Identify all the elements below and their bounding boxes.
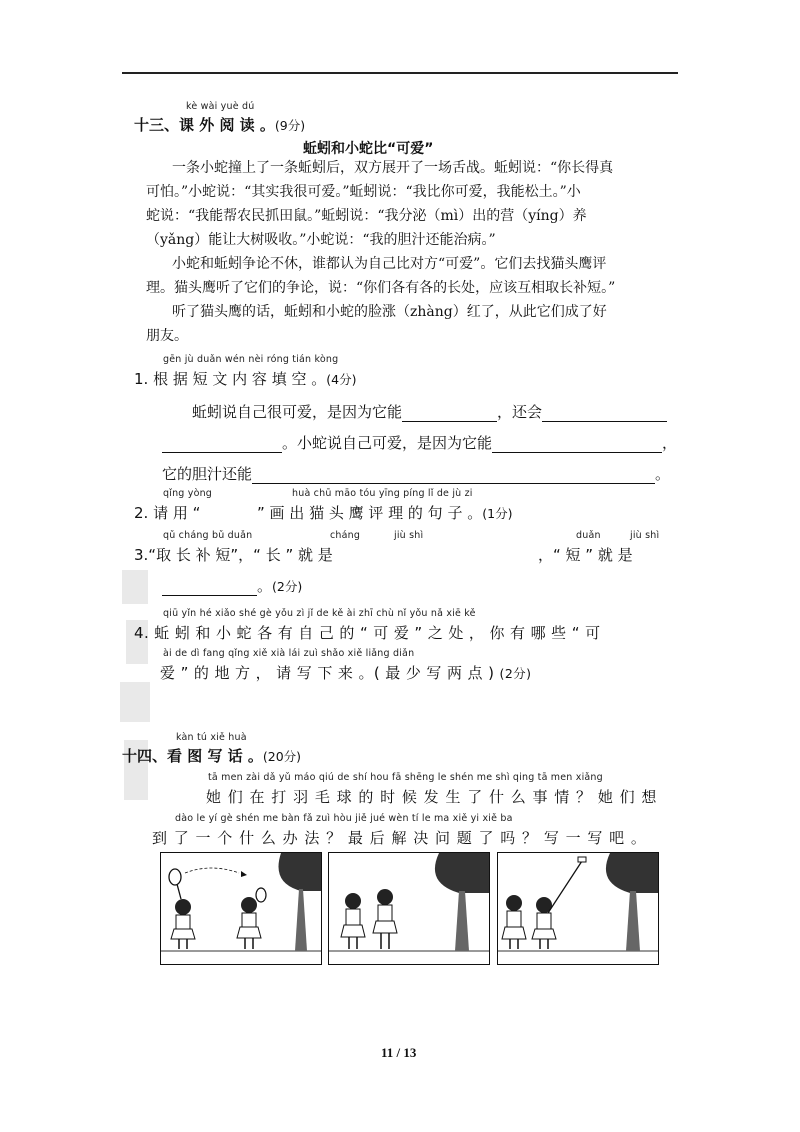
story-line-7: 听了猫头鹰的话，蚯蚓和小蛇的脸涨（zhàng）红了，从此它们成了好 xyxy=(172,304,607,320)
q2-points: (1分) xyxy=(482,506,513,521)
q3-points: (2分) xyxy=(272,579,303,594)
story-line-6: 理。猫头鹰听了它们的争论，说：“你们各有各的长处，应该互相取长补短。” xyxy=(146,280,616,296)
top-rule xyxy=(122,72,678,74)
q1-pinyin: gēn jù duǎn wén nèi róng tián kòng xyxy=(163,354,339,365)
q1-blank-3[interactable] xyxy=(162,436,282,453)
q1-line1b: ，还会 xyxy=(497,403,543,421)
q1-line3b: 。 xyxy=(655,465,671,483)
q3-blank-2[interactable] xyxy=(162,579,257,596)
story-line-5: 小蛇和蚯蚓争论不休，谁都认为自己比对方“可爱”。它们去找猫头鹰评 xyxy=(172,256,607,272)
q1-line-3 xyxy=(162,463,670,484)
q4-pinyin-1: qiū yǐn hé xiǎo shé gè yǒu zì jǐ de kě ài zhī chù nǐ yǒu nǎ xiē kě xyxy=(163,608,476,619)
s14-pinyin-2: dào le yí gè shén me bàn fǎ zuì hòu jiě jué wèn tí le ma xiě yi xiě ba xyxy=(175,813,513,824)
s14-points: (20分) xyxy=(262,749,302,764)
q1-blank-1[interactable] xyxy=(402,405,497,422)
story-line-2: 可怕。”小蛇说：“其实我很可爱。”蚯蚓说：“我比你可爱，我能松土。”小 xyxy=(146,184,581,200)
q1-line2b: ， xyxy=(662,434,678,452)
girls-playing-badminton-illustration xyxy=(161,853,321,964)
q4-pinyin-2: ài de dì fang qǐng xiě xià lái zuì shǎo xiě liǎng diǎn xyxy=(163,648,415,659)
picture-panel-3 xyxy=(497,852,659,965)
s14-line-1: 她 们 在 打 羽 毛 球 的 时 候 发 生 了 什 么 事 情 ？ 她 们 想 xyxy=(206,788,658,806)
q3-pinyin-b: cháng xyxy=(330,530,361,541)
q4-points: (2分) xyxy=(499,666,532,681)
s14-pinyin-1: tā men zài dǎ yǔ máo qiú de shí hou fā shēng le shén me shì qing tā men xiǎng xyxy=(208,772,603,783)
story-title: 蚯蚓和小蛇比“可爱” xyxy=(303,141,434,157)
q2-text-a: 2. 请 用 “ xyxy=(134,504,201,522)
q4-line-2 xyxy=(160,662,531,683)
q2-pinyin-a: qǐng yòng xyxy=(163,488,213,499)
q4-text-2: 爱 ” 的 地 方 ， 请 写 下 来 。( 最 少 写 两 点 ) xyxy=(160,664,495,682)
picture-panel-2 xyxy=(328,852,490,965)
q3-text-b: ，“ 短 ” 就 是 xyxy=(538,546,633,564)
q1-blank-5[interactable] xyxy=(252,467,655,484)
q1-line-2 xyxy=(162,432,677,453)
q1-line1a: 蚯蚓说自己很可爱，是因为它能 xyxy=(192,403,403,421)
story-line-4: （yǎng）能让大树吸收。”小蛇说：“我的胆汁还能治病。” xyxy=(146,232,496,248)
q3-line-2 xyxy=(162,575,302,596)
s14-title: 十四、看 图 写 话 。 xyxy=(122,747,263,765)
q2-pinyin-b: huà chū māo tóu yīng píng lǐ de jù zi xyxy=(292,488,473,499)
q1-line-1 xyxy=(192,401,667,422)
picture-panel-1 xyxy=(160,852,322,965)
page-number: 11 / 13 xyxy=(381,1045,417,1060)
q1-heading xyxy=(134,368,356,389)
girls-looking-at-tree-illustration xyxy=(329,853,489,964)
q3-text-a: 3.“取 长 补 短”，“ 长 ” 就 是 xyxy=(134,546,333,564)
s14-line-2: 到 了 一 个 什 么 办 法 ？ 最 后 解 决 问 题 了 吗 ？ 写 一 写 吧 。 xyxy=(152,829,647,847)
s13-heading xyxy=(134,114,305,135)
q3-pinyin-e: jiù shì xyxy=(630,530,660,541)
q1-blank-2[interactable] xyxy=(542,405,667,422)
q3-pinyin-a: qǔ cháng bǔ duǎn xyxy=(163,530,253,541)
q4-text-1: 4. 蚯 蚓 和 小 蛇 各 有 自 己 的 “ 可 爱 ” 之 处 ， 你 有 哪 些 “ 可 xyxy=(134,624,601,642)
q3-end: 。 xyxy=(257,577,273,595)
story-line-1: 一条小蛇撞上了一条蚯蚓后，双方展开了一场舌战。蚯蚓说：“你长得真 xyxy=(172,160,614,176)
q1-line3a: 它的胆汁还能 xyxy=(162,465,253,483)
girl-reaching-with-pole-illustration xyxy=(498,853,658,964)
watermark-decoration xyxy=(118,560,154,820)
q2-text-b: ” 画 出 猫 头 鹰 评 理 的 句 子 。 xyxy=(257,504,483,522)
q1-title: 1. 根 据 短 文 内 容 填 空 。 xyxy=(134,370,327,388)
story-line-8: 朋友。 xyxy=(146,328,188,344)
s13-title: 十三、课 外 阅 读 。 xyxy=(134,116,275,134)
q1-line2a: 。小蛇说自己可爱，是因为它能 xyxy=(282,434,493,452)
q3-pinyin-c: jiù shì xyxy=(394,530,424,541)
story-line-3: 蛇说：“我能帮农民抓田鼠。”蚯蚓说：“我分泌（mì）出的营（yíng）养 xyxy=(146,208,587,224)
s13-pinyin: kè wài yuè dú xyxy=(186,101,255,112)
q1-blank-4[interactable] xyxy=(492,436,662,453)
s14-pinyin: kàn tú xiě huà xyxy=(176,732,247,743)
q1-points: (4分) xyxy=(326,372,357,387)
s13-points: (9分) xyxy=(274,118,306,133)
q3-pinyin-d: duǎn xyxy=(576,530,601,541)
s14-heading xyxy=(122,745,301,766)
q2-text-b-wrap xyxy=(257,502,512,523)
